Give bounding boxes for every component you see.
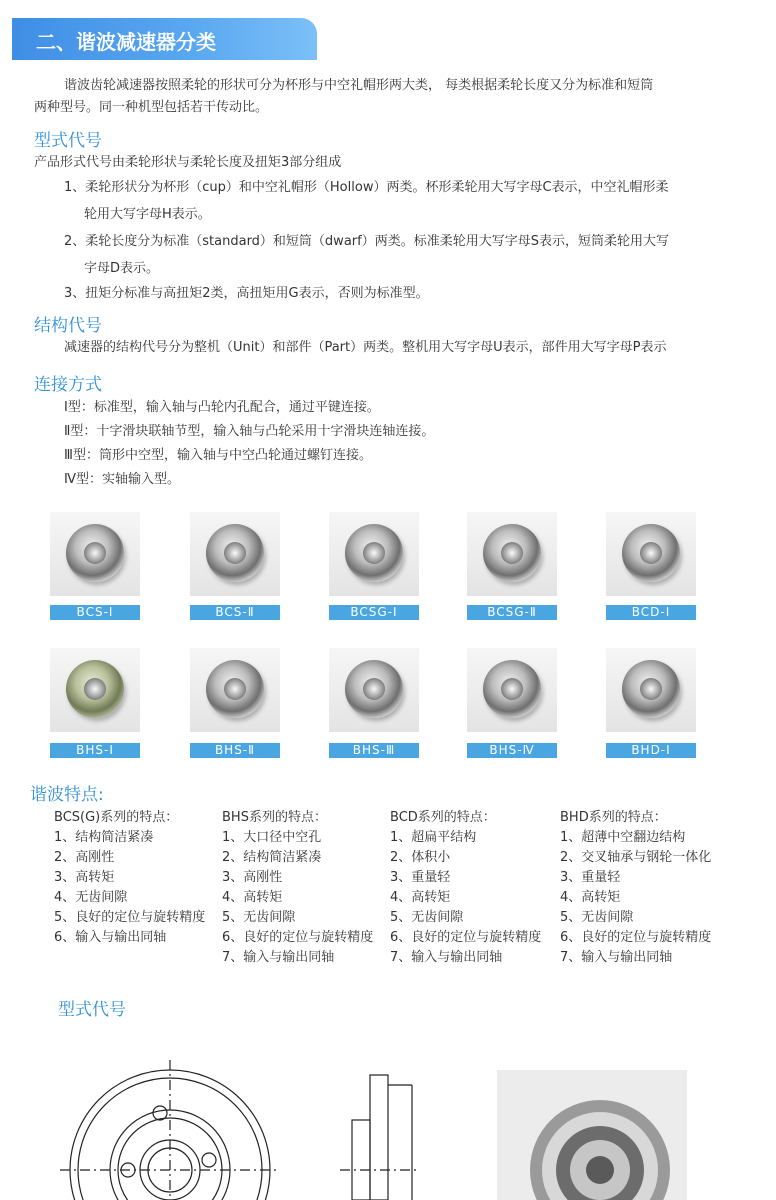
feature-item: 7、输入与输出同轴	[222, 950, 335, 965]
structure-code-heading: 结构代号	[34, 316, 102, 336]
product-photo	[606, 512, 696, 596]
product-label: BCS-Ⅱ	[190, 605, 280, 620]
bottom-heading: 型式代号	[58, 1000, 126, 1020]
model-code-item-1a: 1、柔轮形状分为杯形（cup）和中空礼帽形（Hollow）两类。杯形柔轮用大写字母C表示，中空礼帽形柔	[64, 180, 669, 195]
product-label: BHS-Ⅲ	[329, 743, 419, 758]
product-label: BCSG-Ⅰ	[329, 605, 419, 620]
feature-item: 6、输入与输出同轴	[54, 930, 167, 945]
product-photo	[50, 648, 140, 732]
product-photo	[467, 648, 557, 732]
technical-drawing	[0, 1030, 776, 1200]
feature-item: 3、高转矩	[54, 870, 115, 885]
feature-item: 3、重量轻	[390, 870, 451, 885]
feature-item: 5、良好的定位与旋转精度	[54, 910, 206, 925]
model-code-desc: 产品形式代号由柔轮形状与柔轮长度及扭矩3部分组成	[34, 155, 342, 170]
intro-line-1: 谐波齿轮减速器按照柔轮的形状可分为杯形与中空礼帽形两大类， 每类根据柔轮长度又分为标准和短筒	[64, 78, 654, 93]
connection-type-3: Ⅲ型：筒形中空型，输入轴与中空凸轮通过螺钉连接。	[64, 448, 372, 463]
structure-code-desc: 减速器的结构代号分为整机（Unit）和部件（Part）两类。整机用大写字母U表示，部件用大写字母P表示	[64, 340, 667, 355]
feature-item: 2、体积小	[390, 850, 451, 865]
feature-item: 1、超扁平结构	[390, 830, 477, 845]
model-code-item-3: 3、扭矩分标准与高扭矩2类，高扭矩用G表示，否则为标准型。	[64, 286, 429, 301]
product-photo	[329, 648, 419, 732]
feature-item: 4、高转矩	[390, 890, 451, 905]
feature-item: 4、高转矩	[222, 890, 283, 905]
product-photo	[606, 648, 696, 732]
feature-item: 3、高刚性	[222, 870, 283, 885]
model-code-item-1b: 轮用大写字母H表示。	[84, 207, 211, 222]
features-title: BCD系列的特点：	[390, 810, 496, 825]
connection-type-2: Ⅱ型：十字滑块联轴节型，输入轴与凸轮采用十字滑块连轴连接。	[64, 424, 435, 439]
features-heading: 谐波特点:	[30, 785, 104, 805]
feature-item: 5、无齿间隙	[560, 910, 634, 925]
product-photo	[190, 512, 280, 596]
product-photo	[329, 512, 419, 596]
model-code-item-2a: 2、柔轮长度分为标准（standard）和短筒（dwarf）两类。标准柔轮用大写字母S表示，短筒柔轮用大写	[64, 234, 669, 249]
product-label: BHS-Ⅱ	[190, 743, 280, 758]
feature-item: 2、高刚性	[54, 850, 115, 865]
front-view-drawing	[60, 1060, 280, 1200]
feature-item: 3、重量轻	[560, 870, 621, 885]
feature-item: 7、输入与输出同轴	[560, 950, 673, 965]
side-view-drawing	[340, 1075, 420, 1200]
product-label: BCS-Ⅰ	[50, 605, 140, 620]
product-label: BHS-Ⅳ	[467, 743, 557, 758]
features-title: BHD系列的特点：	[560, 810, 667, 825]
features-column-bhd	[560, 808, 711, 968]
product-photo-large	[497, 1070, 687, 1200]
feature-item: 5、无齿间隙	[390, 910, 464, 925]
connection-type-1: Ⅰ型：标准型，输入轴与凸轮内孔配合，通过平键连接。	[64, 400, 380, 415]
feature-item: 4、无齿间隙	[54, 890, 128, 905]
feature-item: 7、输入与输出同轴	[390, 950, 503, 965]
section-title: 二、谐波减速器分类	[36, 30, 216, 54]
feature-item: 2、交叉轴承与钢轮一体化	[560, 850, 712, 865]
features-title: BHS系列的特点：	[222, 810, 327, 825]
model-code-heading: 型式代号	[34, 131, 102, 151]
feature-item: 4、高转矩	[560, 890, 621, 905]
features-column-bcd	[390, 808, 541, 968]
product-photo	[50, 512, 140, 596]
product-label: BCD-Ⅰ	[606, 605, 696, 620]
feature-item: 6、良好的定位与旋转精度	[390, 930, 542, 945]
product-photo	[190, 648, 280, 732]
feature-item: 6、良好的定位与旋转精度	[222, 930, 374, 945]
feature-item: 2、结构简洁紧凑	[222, 850, 322, 865]
features-column-bcs	[54, 808, 205, 948]
features-title: BCS(G)系列的特点：	[54, 810, 179, 825]
section-header	[12, 18, 317, 60]
product-photo	[467, 512, 557, 596]
feature-item: 1、结构简洁紧凑	[54, 830, 154, 845]
feature-item: 1、超薄中空翻边结构	[560, 830, 686, 845]
model-code-item-2b: 字母D表示。	[84, 261, 160, 276]
product-label: BHS-Ⅰ	[50, 743, 140, 758]
intro-line-2: 两种型号。同一种机型包括若干传动比。	[34, 100, 269, 115]
product-label: BHD-Ⅰ	[606, 743, 696, 758]
product-label: BCSG-Ⅱ	[467, 605, 557, 620]
feature-item: 1、大口径中空孔	[222, 830, 322, 845]
feature-item: 5、无齿间隙	[222, 910, 296, 925]
connection-heading: 连接方式	[34, 375, 102, 395]
features-column-bhs	[222, 808, 373, 968]
feature-item: 6、良好的定位与旋转精度	[560, 930, 712, 945]
connection-type-4: Ⅳ型：实轴输入型。	[64, 472, 180, 487]
